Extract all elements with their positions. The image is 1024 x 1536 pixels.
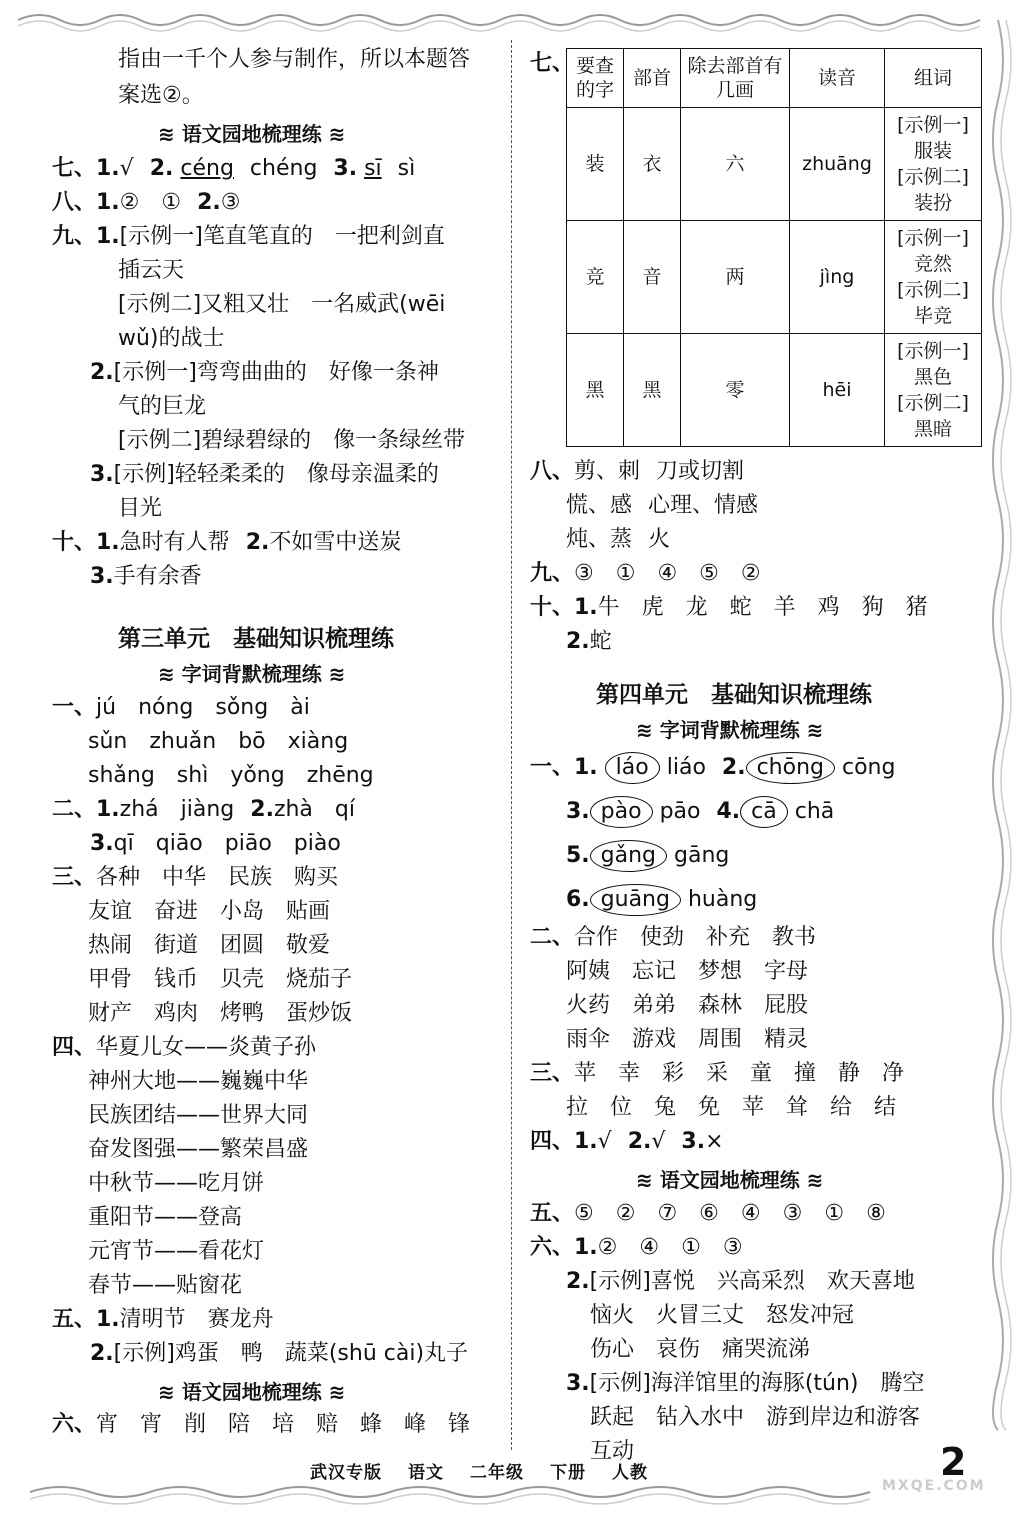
table-cell: 音 (624, 221, 681, 334)
table-cell: [示例一] 黑色 [示例二] 黑暗 (885, 334, 982, 447)
text-line: 3. pào pāo 4. cā chā (566, 796, 834, 828)
answer-2: 二、1.zhá jiàng 2.zhà qí (52, 797, 355, 822)
text-line: 恼火 火冒三丈 怒发冲冠 (590, 1303, 855, 1328)
answer-5: 五、1.清明节 赛龙舟 (52, 1307, 274, 1332)
table-cell: zhuāng (790, 108, 885, 221)
text-line: 5. gǎng gāng (566, 840, 729, 872)
text-line: [示例二]碧绿碧绿的 像一条绿丝带 (118, 428, 466, 453)
text-line: 奋发图强——繁荣昌盛 (88, 1137, 309, 1162)
text-line: [示例二]又粗又壮 一名威武(wēi (118, 292, 446, 317)
table-cell: 黑 (624, 334, 681, 447)
text-line: 3.qī qiāo piāo piào (90, 831, 341, 856)
column-divider (511, 40, 512, 1450)
text-line: 2.蛇 (566, 629, 612, 654)
text-line: 重阳节——登高 (88, 1205, 243, 1230)
section-subtitle: ≋ 语文园地梳理练 ≋ (636, 1168, 824, 1192)
text-line: 春节——贴窗花 (88, 1273, 243, 1298)
text-line: 目光 (118, 496, 163, 521)
text-line: 2.[示例一]弯弯曲曲的 好像一条神 (90, 360, 439, 385)
text-line: 插云天 (118, 258, 185, 283)
text-line: 2.[示例]鸡蛋 鸭 蔬菜(shū cài)丸子 (90, 1341, 469, 1366)
text-line: 3.手有余香 (90, 564, 202, 589)
text-line: 友谊 奋进 小岛 贴画 (88, 899, 331, 924)
answer-10: 十、1.牛 虎 龙 蛇 羊 鸡 狗 猪 (530, 595, 928, 620)
answer-1: 一、1. láo liáo 2. chōng cōng (530, 752, 895, 784)
section-subtitle: ≋ 字词背默梳理练 ≋ (636, 718, 824, 742)
table-cell: 黑 (567, 334, 624, 447)
text-line: 指由一千个人参与制作，所以本题答 (118, 47, 471, 72)
table-cell: 零 (681, 334, 790, 447)
watermark: MXQE.COM (882, 1478, 986, 1494)
text-line: 火药 弟弟 森林 屁股 (566, 993, 809, 1018)
unit-title: 第四单元 基础知识梳理练 (596, 682, 872, 708)
section-subtitle: ≋ 语文园地梳理练 ≋ (158, 122, 346, 146)
text-line: 案选②。 (118, 83, 204, 108)
text-line: 气的巨龙 (118, 394, 207, 419)
table-cell: 六 (681, 108, 790, 221)
table-header: 要查的字 (567, 49, 624, 108)
section-subtitle: ≋ 语文园地梳理练 ≋ (158, 1380, 346, 1404)
text-line: 雨伞 游戏 周围 精灵 (566, 1027, 809, 1052)
answer-3: 三、苹 幸 彩 采 童 撞 静 净 (530, 1061, 905, 1086)
answer-8: 八、1.② ① 2.③ (52, 190, 241, 215)
text-line: 跃起 钻入水中 游到岸边和游客 (590, 1405, 921, 1430)
text-line: 元宵节——看花灯 (88, 1239, 265, 1264)
answer-4: 四、1.√ 2.√ 3.× (530, 1129, 724, 1154)
answer-1: 一、jú nóng sǒng ài (52, 695, 310, 720)
table-header: 读音 (790, 49, 885, 108)
text-line: 炖、蒸 火 (566, 527, 671, 552)
answer-6: 六、宵 宵 削 陪 培 赔 蜂 峰 锋 (52, 1412, 471, 1437)
text-line: 慌、感 心理、情感 (566, 493, 759, 518)
table-row (567, 221, 982, 334)
table-cell: 装 (567, 108, 624, 221)
text-line: 甲骨 钱币 贝壳 烧茄子 (88, 967, 353, 992)
text-line: sǔn zhuǎn bō xiàng (88, 729, 349, 754)
answer-9: 九、③ ① ④ ⑤ ② (530, 561, 761, 586)
table-row (567, 334, 982, 447)
answer-9: 九、1.[示例一]笔直笔直的 一把利剑直 (52, 224, 445, 249)
table-cell: jìng (790, 221, 885, 334)
table-cell: [示例一] 竞然 [示例二] 毕竞 (885, 221, 982, 334)
table-cell: hēi (790, 334, 885, 447)
text-line: 伤心 哀伤 痛哭流涕 (590, 1337, 811, 1362)
text-line: 中秋节——吃月饼 (88, 1171, 265, 1196)
answer-2: 二、合作 使劲 补充 教书 (530, 925, 817, 950)
text-line: 3.[示例]海洋馆里的海豚(tún) 腾空 (566, 1371, 925, 1396)
answer-6: 六、1.② ④ ① ③ (530, 1235, 743, 1260)
section-subtitle: ≋ 字词背默梳理练 ≋ (158, 662, 346, 686)
table-cell: 衣 (624, 108, 681, 221)
answer-3: 三、各种 中华 民族 购买 (52, 865, 339, 890)
page-footer: 武汉专版 语文 二年级 下册 人教 (310, 1463, 648, 1483)
table-row (567, 108, 982, 221)
text-line: 财产 鸡肉 烤鸭 蛋炒饭 (88, 1001, 353, 1026)
text-line: 互动 (590, 1439, 635, 1464)
text-line: 6. guāng huàng (566, 884, 757, 916)
text-line: 2.[示例]喜悦 兴高采烈 欢天喜地 (566, 1269, 915, 1294)
answer-7: 七、1.√ 2. céng chéng 3. sī sì (52, 156, 416, 181)
table-header: 组词 (885, 49, 982, 108)
text-line: wǔ)的战士 (118, 326, 225, 351)
table-cell: [示例一] 服装 [示例二] 装扮 (885, 108, 982, 221)
dictionary-table (566, 48, 982, 447)
text-line: 3.[示例]轻轻柔柔的 像母亲温柔的 (90, 462, 439, 487)
table-header: 除去部首有几画 (681, 49, 790, 108)
text-line: 热闹 街道 团圆 敬爱 (88, 933, 331, 958)
text-line: 神州大地——巍巍中华 (88, 1069, 309, 1094)
unit-title: 第三单元 基础知识梳理练 (118, 626, 394, 652)
answer-5: 五、⑤ ② ⑦ ⑥ ④ ③ ① ⑧ (530, 1201, 886, 1226)
answer-4: 四、华夏儿女——炎黄子孙 (52, 1035, 317, 1060)
page-number: 2 (940, 1440, 967, 1484)
text-line: 拉 位 兔 免 苹 耸 给 结 (566, 1095, 897, 1120)
text-line: 民族团结——世界大同 (88, 1103, 309, 1128)
answer-8: 八、剪、刺 刀或切割 (530, 459, 745, 484)
table-header: 部首 (624, 49, 681, 108)
question-number: 七、 (530, 51, 575, 76)
table-cell: 竞 (567, 221, 624, 334)
answer-10: 十、1.急时有人帮 2.不如雪中送炭 (52, 530, 402, 555)
table-cell: 两 (681, 221, 790, 334)
text-line: shǎng shì yǒng zhēng (88, 763, 374, 788)
text-line: 阿姨 忘记 梦想 字母 (566, 959, 809, 984)
